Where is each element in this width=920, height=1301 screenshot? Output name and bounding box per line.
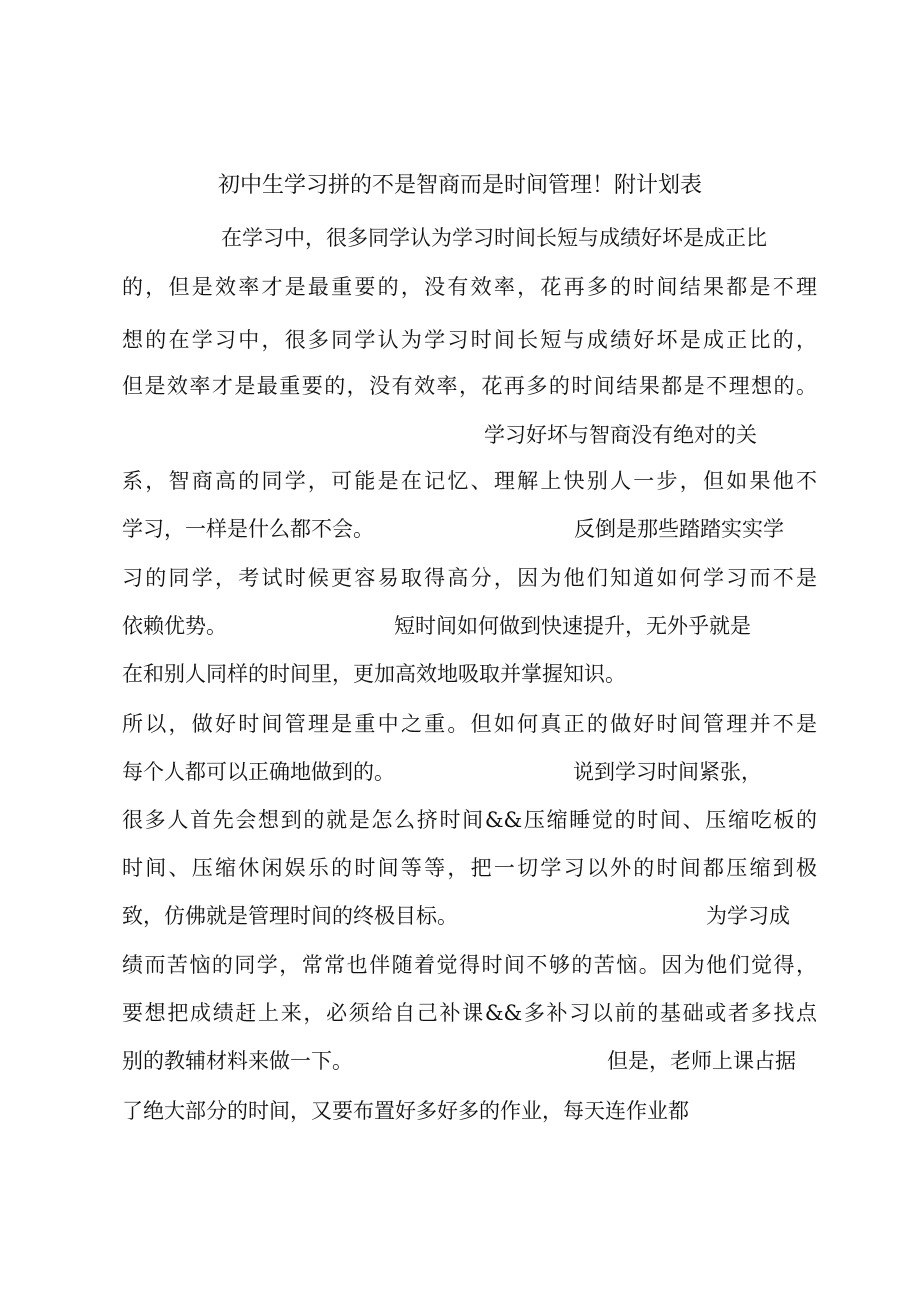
text-line: 时间、压缩休闲娱乐的时间等等，把一切学习以外的时间都压缩到极 — [122, 856, 817, 880]
text-line: 所以，做好时间管理是重中之重。但如何真正的做好时间管理并不是 — [122, 712, 817, 736]
text-line: 短时间如何做到快速提升，无外乎就是 — [394, 614, 751, 638]
text-line: 为学习成 — [706, 904, 790, 928]
text-line: 很多人首先会想到的就是怎么挤时间&&压缩睡觉的时间、压缩吃板的 — [122, 808, 817, 832]
text-line: 学习好坏与智商没有绝对的关 — [484, 423, 757, 447]
text-line: 致，仿佛就是管理时间的终极目标。 — [122, 904, 458, 928]
text-line: 学习，一样是什么都不会。 — [122, 517, 374, 541]
text-line: 想的在学习中，很多同学认为学习时间长短与成绩好坏是成正比的， — [122, 328, 817, 352]
text-line: 在和别人同样的时间里，更加高效地吸取并掌握知识。 — [122, 662, 626, 686]
text-line: 依赖优势。 — [122, 614, 227, 638]
text-line: 绩而苦恼的同学，常常也伴随着觉得时间不够的苦恼。因为他们觉得， — [122, 953, 817, 977]
text-line: 反倒是那些踏踏实实学 — [574, 517, 784, 541]
text-line: 在学习中，很多同学认为学习时间长短与成绩好坏是成正比 — [221, 226, 767, 250]
text-line: 系，智商高的同学，可能是在记忆、理解上快别人一步，但如果他不 — [122, 469, 817, 493]
text-line: 了绝大部分的时间，又要布置好多好多的作业，每天连作业都 — [122, 1099, 689, 1123]
text-line: 说到学习时间紧张， — [573, 760, 762, 784]
text-line: 但是，老师上课占据 — [607, 1049, 796, 1073]
text-line: 别的教辅材料来做一下。 — [122, 1049, 353, 1073]
text-line: 每个人都可以正确地做到的。 — [122, 760, 395, 784]
document-title: 初中生学习拼的不是智商而是时间管理！附计划表 — [217, 173, 702, 198]
text-line: 习的同学，考试时候更容易取得高分，因为他们知道如何学习而不是 — [122, 566, 817, 590]
text-line: 但是效率才是最重要的，没有效率，花再多的时间结果都是不理想的。 — [122, 374, 817, 398]
text-line: 的，但是效率才是最重要的，没有效率，花再多的时间结果都是不理 — [122, 275, 817, 299]
text-line: 要想把成绩赶上来，必须给自己补课&&多补习以前的基础或者多找点 — [122, 1001, 817, 1025]
